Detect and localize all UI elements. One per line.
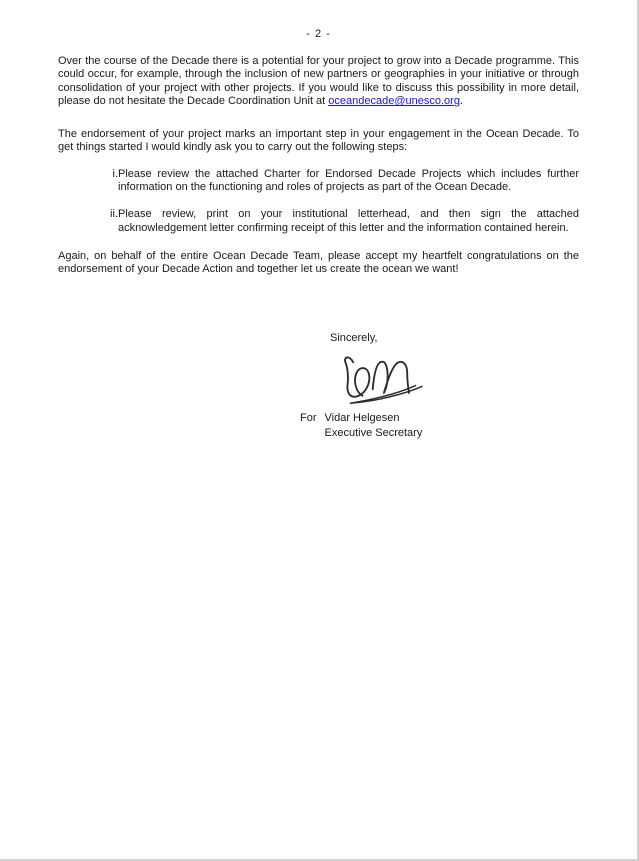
paragraph-endorsement-steps: The endorsement of your project marks an important step in your engagement in the Ocean Decade. To get things started I would kindly ask you to carry out the following steps: [58, 127, 579, 154]
signoff-name-title [325, 411, 423, 440]
paragraph-decade-programme [58, 55, 579, 109]
signature-scribble [330, 352, 435, 406]
list-marker-ii: ii. [110, 208, 118, 221]
list-item-review-charter-text: Please review the attached Charter for Endorsed Decade Projects which includes further information on the functioning and roles of projects as part of the Ocean Decade. [118, 167, 579, 194]
paragraph-decade-programme-text: Over the course of the Decade there is a potential for your project to grow into a Decade programme. This could occur, for example, through the inclusion of new partners or geographies in your initiative or through consolidation of your project with other projects. If you would like to discuss this possibility in more detail, please do not hesitate the Decade Coordination Unit at [58, 55, 579, 108]
page-number: - 2 - [306, 28, 331, 40]
list-item-sign-acknowledgement-text: Please review, print on your institutional letterhead, and then sign the attached acknowledgement letter confirming receipt of this letter and the information contained herein. [118, 208, 579, 234]
signature-stroke-loop [345, 358, 369, 397]
email-link[interactable]: oceandecade@unesco.org [328, 95, 460, 108]
signature-stroke-m [373, 362, 409, 393]
signoff-block [300, 411, 579, 440]
list-item-review-charter [58, 168, 579, 195]
signoff-for-label: For [300, 412, 317, 425]
list-marker-i: i. [112, 167, 118, 180]
closing-salutation: Sincerely, [330, 331, 378, 344]
signatory-name: Vidar Helgesen [324, 412, 400, 425]
signatory-title: Executive Secretary [324, 426, 423, 439]
paragraph-congratulations: Again, on behalf of the entire Ocean Decade Team, please accept my heartfelt congratulations on the endorsement of your Decade Action and together let us create the ocean we want! [58, 250, 579, 276]
list-item-sign-acknowledgement [58, 208, 579, 235]
paragraph-decade-programme-period: . [459, 95, 464, 108]
